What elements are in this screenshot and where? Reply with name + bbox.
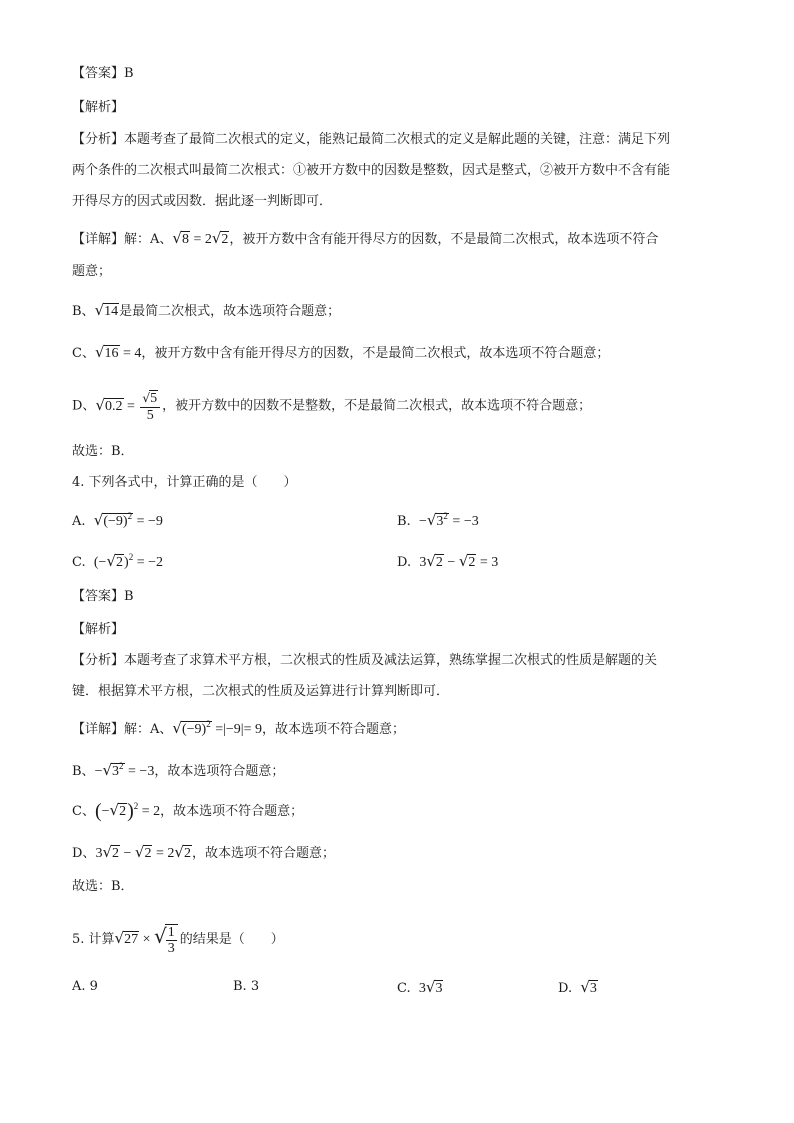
- question-4-stem: 4. 下列各式中，计算正确的是（ ）: [72, 475, 297, 490]
- q4-detail-c-formula: $(-√2)^2 = 2$: [94, 800, 161, 822]
- detail-b-prefix: B、: [72, 304, 95, 319]
- q4-option-a-formula: $√(-9)^2 = -9$: [93, 511, 163, 529]
- q4-option-c-label: C.: [72, 555, 86, 570]
- q4-option-b-formula: $-√3^2 = -3$: [418, 511, 479, 529]
- detail-c-prefix: C、: [72, 346, 95, 361]
- analysis-tag: 【解析】: [72, 100, 125, 115]
- detail-d-text: ，被开方数中的因数不是整数，不是最简二次根式，故本选项不符合题意；: [162, 398, 592, 414]
- q5-option-a: A. 9: [72, 979, 98, 994]
- q4-option-a-label: A.: [72, 514, 86, 529]
- q4-choose-line: 故选：B．: [72, 879, 134, 894]
- q4-detail-b-text: ，故本选项符合题意；: [154, 764, 285, 779]
- q4-detail-a-text: ，故本选项不符合题意；: [261, 722, 405, 737]
- formula-sqrt8: √8 = 2√2: [172, 229, 229, 247]
- q4-analysis-tag: 【解析】: [72, 622, 125, 637]
- q5-option-b: B. 3: [233, 979, 260, 994]
- q4-option-d-label: D.: [397, 555, 412, 570]
- detail-a: [72, 228, 658, 250]
- q5-formula: √27 × √ $\frac{1}{3}$: [115, 932, 180, 947]
- q4-analysis-line-2: 键．根据算术平方根，二次根式的性质及运算进行计算判断即可．: [72, 684, 450, 699]
- q5-option-c: [397, 977, 443, 999]
- q5-option-c-label: C.: [397, 981, 411, 996]
- q4-detail-c-text: ，故本选项不符合题意；: [160, 804, 304, 819]
- detail-b: [72, 300, 340, 322]
- q5-option-d-formula: √3: [580, 978, 597, 996]
- q4-detail-d-prefix: D、: [72, 846, 96, 861]
- q4-option-c-formula: $(-√2)^2 = -2$: [93, 552, 163, 570]
- q4-analysis-line-1: 【分析】本题考查了求算术平方根，二次根式的性质及减法运算，熟练掌握二次根式的性质是解题的关: [72, 653, 658, 668]
- q4-detail-c: [72, 800, 303, 822]
- q5-option-c-formula: 3√3: [418, 978, 443, 996]
- q4-option-c: [72, 551, 163, 573]
- detail-c: [72, 342, 609, 364]
- q4-detail-d: [72, 842, 335, 864]
- detail-a-prefix: 【详解】解：A、: [72, 232, 173, 247]
- q4-option-b: [397, 510, 479, 532]
- detail-b-text: 是最简二次根式，故本选项符合题意；: [119, 304, 341, 319]
- analysis-line-3: 开得尽方的因式或因数．据此逐一判断即可．: [72, 194, 333, 209]
- q4-detail-c-prefix: C、: [72, 804, 95, 819]
- detail-d: [72, 390, 591, 423]
- q5-option-d-label: D.: [558, 981, 573, 996]
- detail-d-prefix: D、: [72, 398, 96, 414]
- formula-sqrt16: √16 = 4: [94, 343, 142, 361]
- q4-detail-d-formula: 3√2 − √2 = 2√2: [95, 843, 191, 861]
- detail-c-text: ，被开方数中含有能开得尽方的因数，不是最简二次根式，故本选项不符合题意；: [141, 346, 610, 361]
- q4-detail-a: [72, 718, 405, 740]
- q4-option-d-formula: 3√2 − √2 = 3: [419, 552, 499, 570]
- q5-stem-text: 的结果是（ ）: [179, 932, 284, 948]
- q4-option-b-label: B.: [397, 514, 411, 529]
- q4-detail-b-formula: $-√3^2 = -3$: [94, 761, 155, 779]
- q4-option-d: [397, 551, 498, 573]
- q5-option-d: [558, 977, 598, 999]
- q4-option-a: [72, 510, 163, 532]
- q4-detail-b: [72, 760, 284, 782]
- formula-sqrt14: √14: [94, 301, 119, 319]
- formula-sqrt02: √0.2 = $\frac{√5}{5}$: [95, 399, 162, 414]
- q4-detail-b-prefix: B、: [72, 764, 95, 779]
- analysis-line-2: 两个条件的二次根式叫最简二次根式：①被开方数中的因数是整数，因式是整式，②被开方数中不含有能: [72, 163, 671, 178]
- analysis-line-1: 【分析】本题考查了最简二次根式的定义，能熟记最简二次根式的定义是解此题的关键，注意：满足下列: [72, 132, 671, 147]
- choose-line: 故选：B．: [72, 444, 134, 459]
- detail-a-line-2: 题意；: [72, 264, 112, 279]
- q5-stem-prefix: 5. 计算: [72, 932, 115, 948]
- detail-a-text: ，被开方数中含有能开得尽方的因数，不是最简二次根式，故本选项不符合: [229, 232, 659, 247]
- q4-detail-d-text: ，故本选项不符合题意；: [191, 846, 335, 861]
- q4-detail-a-prefix: 【详解】解：A、: [72, 722, 173, 737]
- question-5-stem: [72, 924, 284, 956]
- q4-detail-a-formula: $√(-9)^2 =|-9|= 9$: [172, 719, 262, 737]
- answer-tag: 【答案】B: [72, 66, 134, 81]
- q4-answer-tag: 【答案】B: [72, 589, 134, 604]
